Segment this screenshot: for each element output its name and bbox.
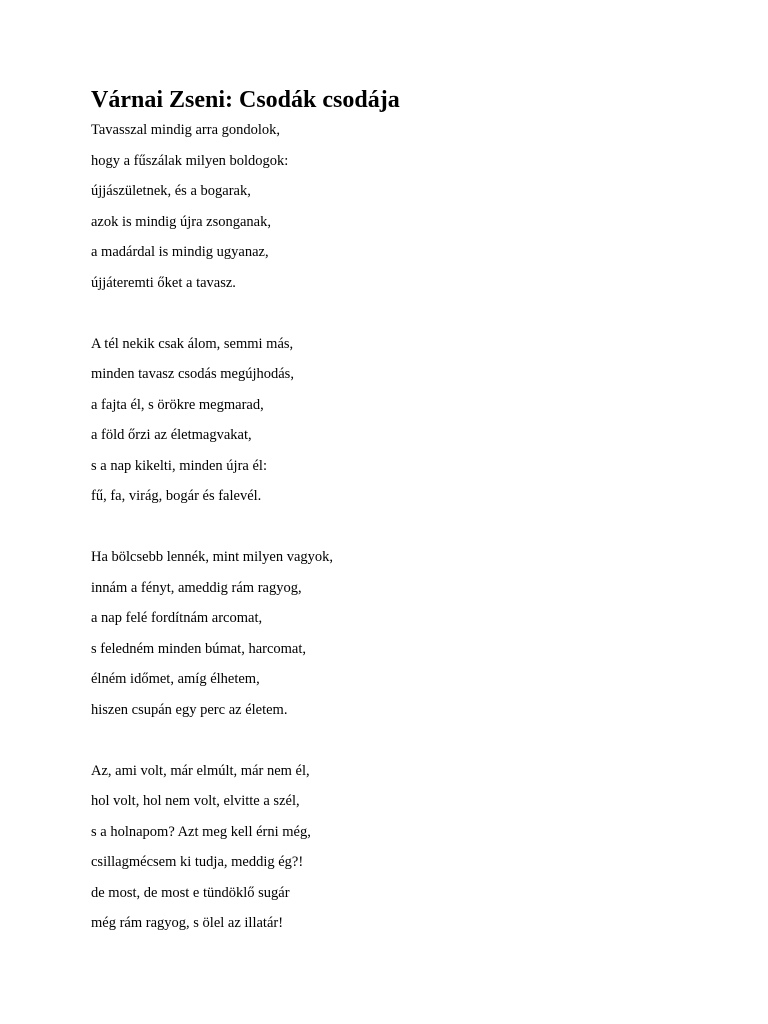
stanza-4 (91, 756, 711, 939)
poem-title: Várnai Zseni: Csodák csodája (91, 87, 400, 113)
stanza-3 (91, 542, 711, 725)
poem-line: s feledném minden búmat, harcomat, (91, 640, 307, 657)
poem-line: a fajta él, s örökre megmarad, (91, 396, 264, 413)
poem-line: s a holnapom? Azt meg kell érni még, (91, 823, 311, 840)
poem-line: A tél nekik csak álom, semmi más, (91, 335, 294, 352)
poem-line: fű, fa, virág, bogár és falevél. (91, 488, 262, 504)
poem-line: csillagmécsem ki tudja, meddig ég?! (91, 854, 304, 870)
poem-line: Ha bölcsebb lennék, mint milyen vagyok, (91, 549, 334, 565)
stanza-1 (91, 115, 711, 298)
poem-line: s a nap kikelti, minden újra él: (91, 457, 267, 474)
poem-line: Tavasszal mindig arra gondolok, (91, 122, 281, 138)
poem-line: a madárdal is mindig ugyanaz, (91, 244, 269, 260)
poem-line: újjászületnek, és a bogarak, (91, 183, 251, 199)
document-page (91, 84, 711, 939)
poem-line: élném időmet, amíg élhetem, (91, 671, 260, 687)
poem-line: hiszen csupán egy perc az életem. (91, 701, 288, 718)
poem-line: minden tavasz csodás megújhodás, (91, 366, 294, 382)
poem-line: a nap felé fordítnám arcomat, (91, 610, 263, 626)
poem-line: de most, de most e tündöklő sugár (91, 884, 290, 901)
poem-line: innám a fényt, ameddig rám ragyog, (91, 579, 302, 596)
poem-line: Az, ami volt, már elmúlt, már nem él, (91, 762, 310, 779)
poem-line: hogy a fűszálak milyen boldogok: (91, 152, 289, 169)
stanza-2 (91, 329, 711, 512)
poem-line: hol volt, hol nem volt, elvitte a szél, (91, 793, 300, 809)
poem-line: a föld őrzi az életmagvakat, (91, 427, 252, 443)
poem-line: még rám ragyog, s ölel az illatár! (91, 915, 284, 931)
poem-line: újjáteremti őket a tavasz. (91, 274, 236, 291)
poem-line: azok is mindig újra zsonganak, (91, 213, 271, 230)
